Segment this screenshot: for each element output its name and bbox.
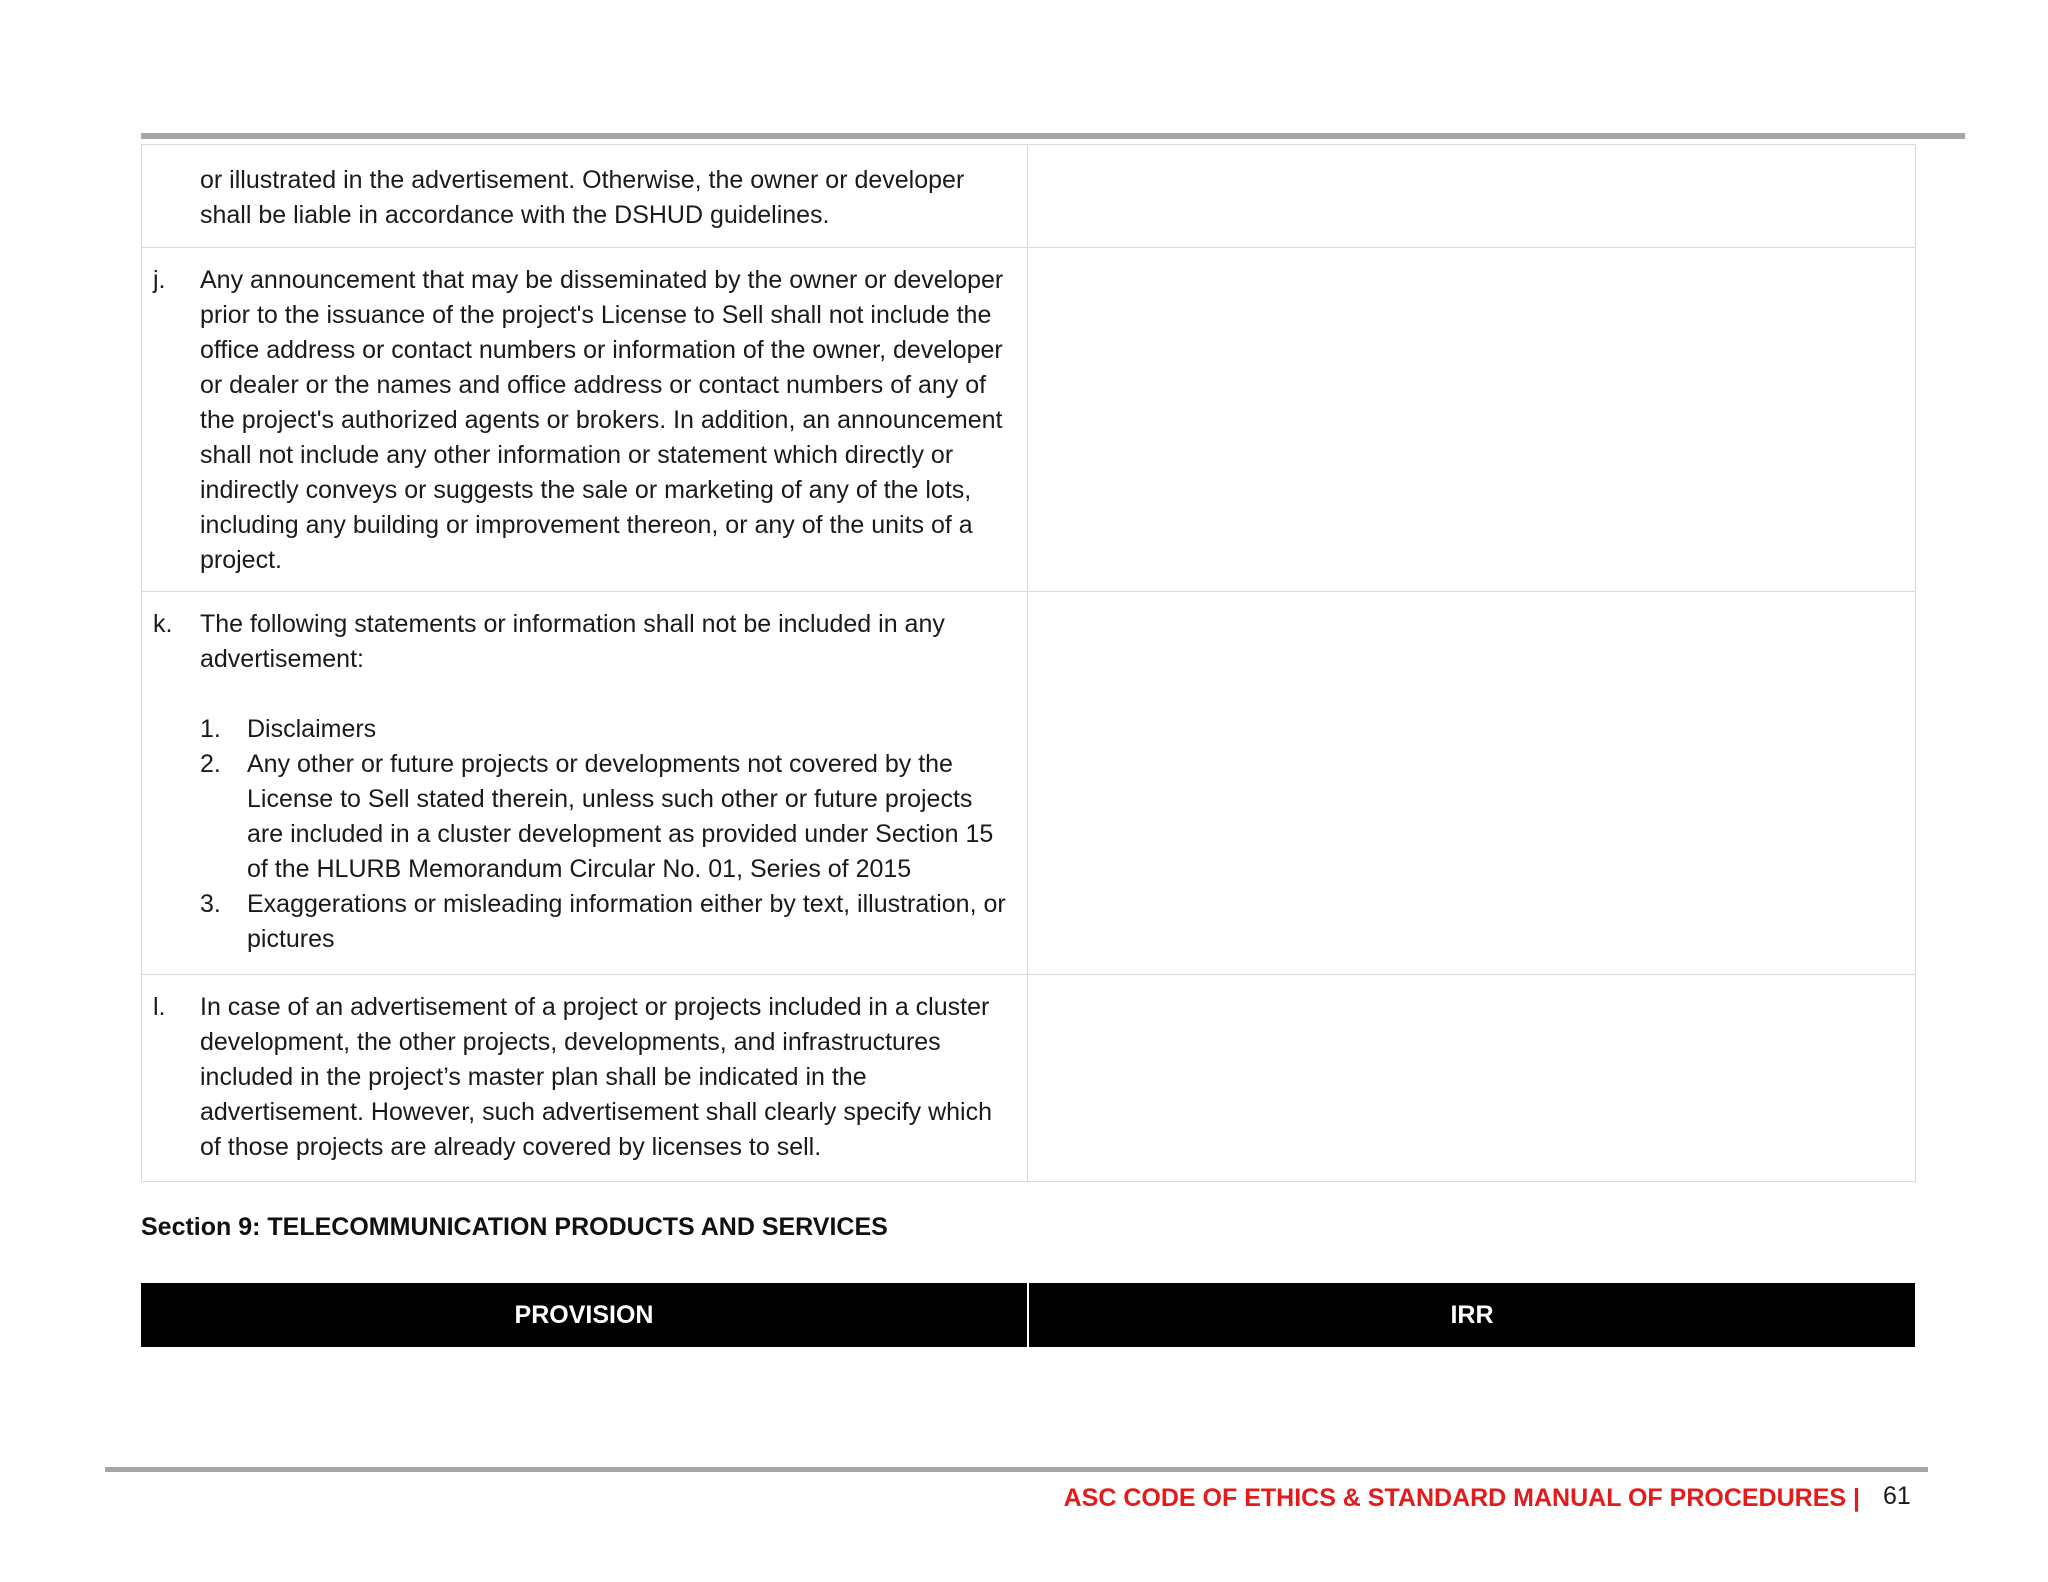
provision-cell: [142, 975, 1028, 1182]
list-item-text: Exaggerations or misleading information either by text, illustration, or pictures: [247, 890, 1006, 953]
list-item: [200, 887, 1015, 957]
table-row: [142, 592, 1916, 975]
provision-cell: [142, 145, 1028, 248]
top-divider: [141, 133, 1965, 139]
footer-divider: [105, 1467, 1928, 1472]
column-header-provision: PROVISION: [141, 1283, 1029, 1347]
irr-cell: [1028, 592, 1916, 975]
provision-text: The following statements or information shall not be included in any advertisement:: [200, 610, 945, 673]
provision-text: Any announcement that may be disseminated by the owner or developer prior to the issuance of the project's License to Sell shall not include the office address or contact numbers or information of the owner, developer or dealer or the names and office address or contact numbers of any of the project's authorized agents or brokers. In addition, an announcement shall not include any other information or statement which directly or indirectly conveys or suggests the sale or marketing of any of the lots, including any building or improvement thereon, or any of the units of a project.: [200, 266, 1004, 574]
list-number: 1.: [200, 715, 221, 743]
item-marker: l.: [153, 993, 166, 1021]
provision-table: [141, 144, 1916, 1182]
irr-cell: [1028, 248, 1916, 592]
column-header-irr: IRR: [1450, 1300, 1494, 1329]
table-row: [142, 975, 1916, 1182]
table-row: [142, 145, 1916, 248]
provision-cell: [142, 592, 1028, 975]
section-heading: Section 9: TELECOMMUNICATION PRODUCTS AND SERVICES: [141, 1213, 888, 1241]
list-item: [200, 712, 1015, 747]
list-number: 3.: [200, 890, 221, 918]
page-number: 61: [1883, 1482, 1911, 1510]
table-header: [141, 1283, 1915, 1347]
provision-cell: [142, 248, 1028, 592]
item-marker: [142, 163, 200, 233]
item-marker: j.: [153, 266, 166, 294]
table-row: [142, 248, 1916, 592]
irr-cell: [1028, 145, 1916, 248]
provision-text: or illustrated in the advertisement. Otherwise, the owner or developer shall be liable in accordance with the DSHUD guidelines.: [200, 166, 965, 229]
provision-text: In case of an advertisement of a project or projects included in a cluster development, the other projects, developments, and infrastructures included in the project’s master plan shall be indicated in the advertisement. However, such advertisement shall clearly specify which of those projects are already covered by licenses to sell.: [200, 993, 993, 1161]
list-item: [200, 747, 1015, 887]
sub-list: [200, 712, 1015, 957]
list-item-text: Disclaimers: [247, 715, 377, 743]
item-marker: k.: [153, 610, 173, 638]
footer-title: ASC CODE OF ETHICS & STANDARD MANUAL OF PROCEDURES |: [1063, 1484, 1860, 1512]
list-item-text: Any other or future projects or developments not covered by the License to Sell stated therein, unless such other or future projects are included in a cluster development as provided under Section 15 of the HLURB Memorandum Circular No. 01, Series of 2015: [247, 750, 994, 883]
list-number: 2.: [200, 750, 221, 778]
irr-cell: [1028, 975, 1916, 1182]
